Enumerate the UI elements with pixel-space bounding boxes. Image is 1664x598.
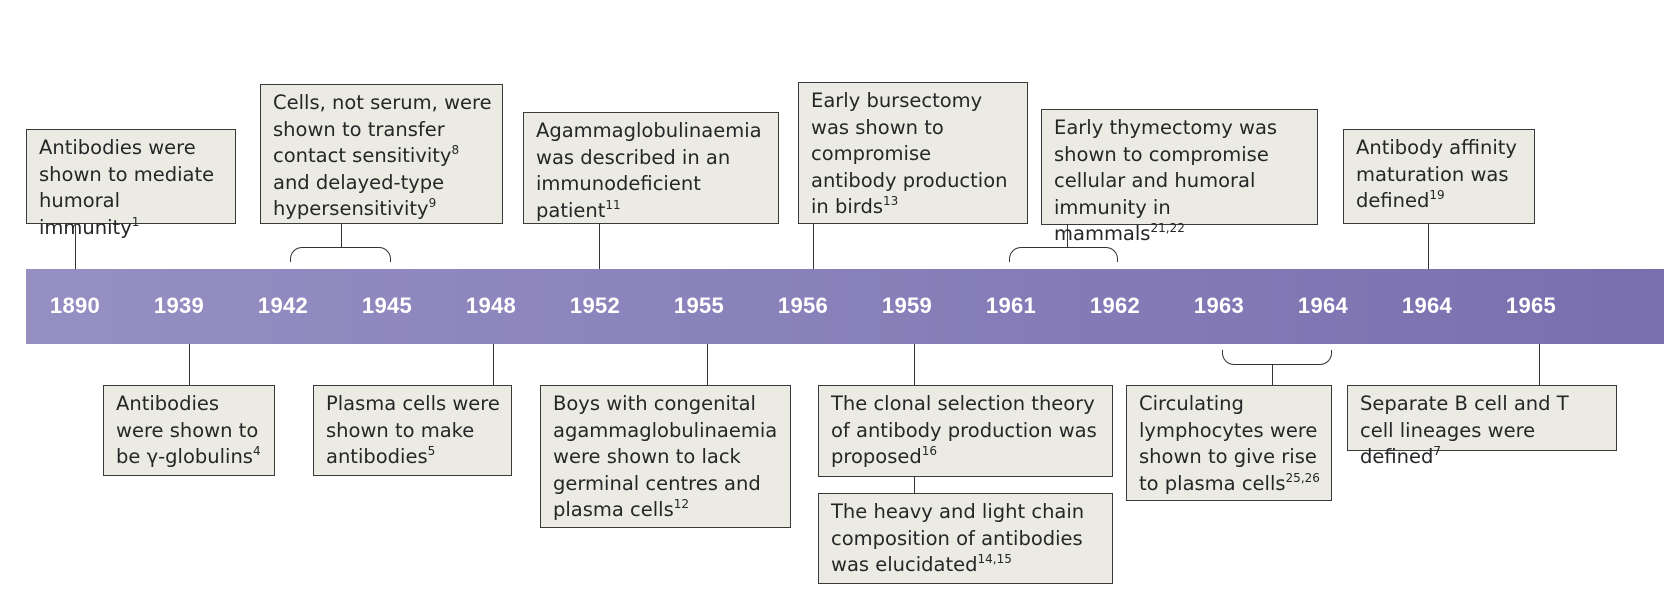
- year-label: 1961: [985, 293, 1037, 318]
- year-label: 1962: [1089, 293, 1141, 318]
- event-text: Antibodies were shown to mediate humoral immunity: [39, 136, 215, 239]
- connector-line: [914, 344, 915, 385]
- event-text: Separate B cell and T cell lineages were defined: [1360, 392, 1569, 468]
- event-box-1939: [103, 385, 275, 476]
- connector-line: [493, 344, 494, 385]
- event-box-1963-1964: [1126, 385, 1332, 501]
- connector-line: [599, 224, 600, 269]
- event-text: Early thymectomy was shown to compromise cellular and humoral immunity in mammals: [1054, 116, 1278, 245]
- event-box-1961-1962: [1041, 109, 1318, 245]
- event-text: Boys with congenital agammaglobulinaemia were shown to lack germinal centres and plasma cells: [553, 392, 778, 521]
- event-box-1890: [26, 129, 236, 239]
- event-ref: 11: [605, 197, 621, 212]
- event-box-1959-heavy-light-chain: [818, 493, 1113, 584]
- event-text: The heavy and light chain composition of antibodies was elucidated: [831, 500, 1085, 576]
- connector-line: [1067, 225, 1068, 247]
- event-box-1948: [313, 385, 512, 476]
- connector-line: [707, 344, 708, 385]
- connector-line: [1539, 344, 1540, 385]
- event-ref: 19: [1429, 188, 1445, 202]
- connector-line: [189, 344, 190, 385]
- event-ref: 9: [428, 196, 437, 210]
- event-box-1955: [540, 385, 791, 528]
- event-ref: 14,15: [977, 552, 1012, 566]
- event-text: The clonal selection theory of antibody production was proposed: [831, 392, 1097, 468]
- event-box-1956: [798, 82, 1028, 224]
- event-box-1959-clonal-selection: [818, 385, 1113, 477]
- event-ref: 4: [252, 444, 261, 458]
- connector-line: [1428, 224, 1429, 269]
- connector-line: [1272, 365, 1273, 385]
- connector-line: [75, 224, 76, 269]
- connector-line: [914, 477, 915, 493]
- event-text: and delayed-type hypersensitivity: [273, 170, 445, 220]
- range-bracket: [290, 247, 391, 262]
- year-label: 1963: [1193, 293, 1245, 318]
- year-label: 1965: [1505, 293, 1557, 318]
- year-label: 1959: [881, 293, 933, 318]
- year-label: 1952: [569, 293, 621, 318]
- event-text: Cells, not serum, were shown to transfer contact sensitivity: [273, 91, 492, 167]
- range-bracket: [1222, 350, 1332, 365]
- year-label: 1955: [673, 293, 725, 318]
- year-label: 1945: [361, 293, 413, 318]
- year-label: 1890: [49, 293, 101, 318]
- event-box-1952: [523, 112, 779, 224]
- year-label: 1942: [257, 293, 309, 318]
- event-ref: 1: [131, 214, 140, 229]
- event-box-1964: [1343, 129, 1535, 224]
- event-text: Plasma cells were shown to make antibodies: [326, 392, 500, 468]
- event-text: Antibody affinity maturation was defined: [1356, 136, 1517, 212]
- range-bracket: [1009, 247, 1118, 262]
- year-label: 1956: [777, 293, 829, 318]
- event-ref: 7: [1433, 444, 1442, 458]
- event-text: Agammaglobulinaemia was described in an immunodeficient patient: [536, 119, 762, 222]
- event-text: Antibodies were shown to be γ-globulins: [116, 392, 259, 468]
- year-label: 1939: [153, 293, 205, 318]
- connector-line: [813, 224, 814, 269]
- event-text: Circulating lymphocytes were shown to give rise to plasma cells: [1139, 392, 1318, 495]
- event-ref: 21,22: [1150, 221, 1185, 235]
- event-ref: 5: [427, 444, 436, 458]
- event-ref: 16: [921, 444, 938, 458]
- event-ref: 8: [451, 143, 460, 157]
- connector-line: [341, 224, 342, 247]
- year-label: 1964: [1401, 293, 1453, 318]
- event-ref: 25,26: [1285, 470, 1320, 485]
- year-label: 1948: [465, 293, 517, 318]
- event-box-1965: [1347, 385, 1617, 468]
- event-ref: 13: [882, 194, 899, 208]
- year-label: 1964: [1297, 293, 1349, 318]
- event-text: Early bursectomy was shown to compromise antibody production in birds: [811, 89, 1008, 218]
- event-box-1942-1945: [260, 84, 503, 224]
- event-ref: 12: [673, 497, 690, 511]
